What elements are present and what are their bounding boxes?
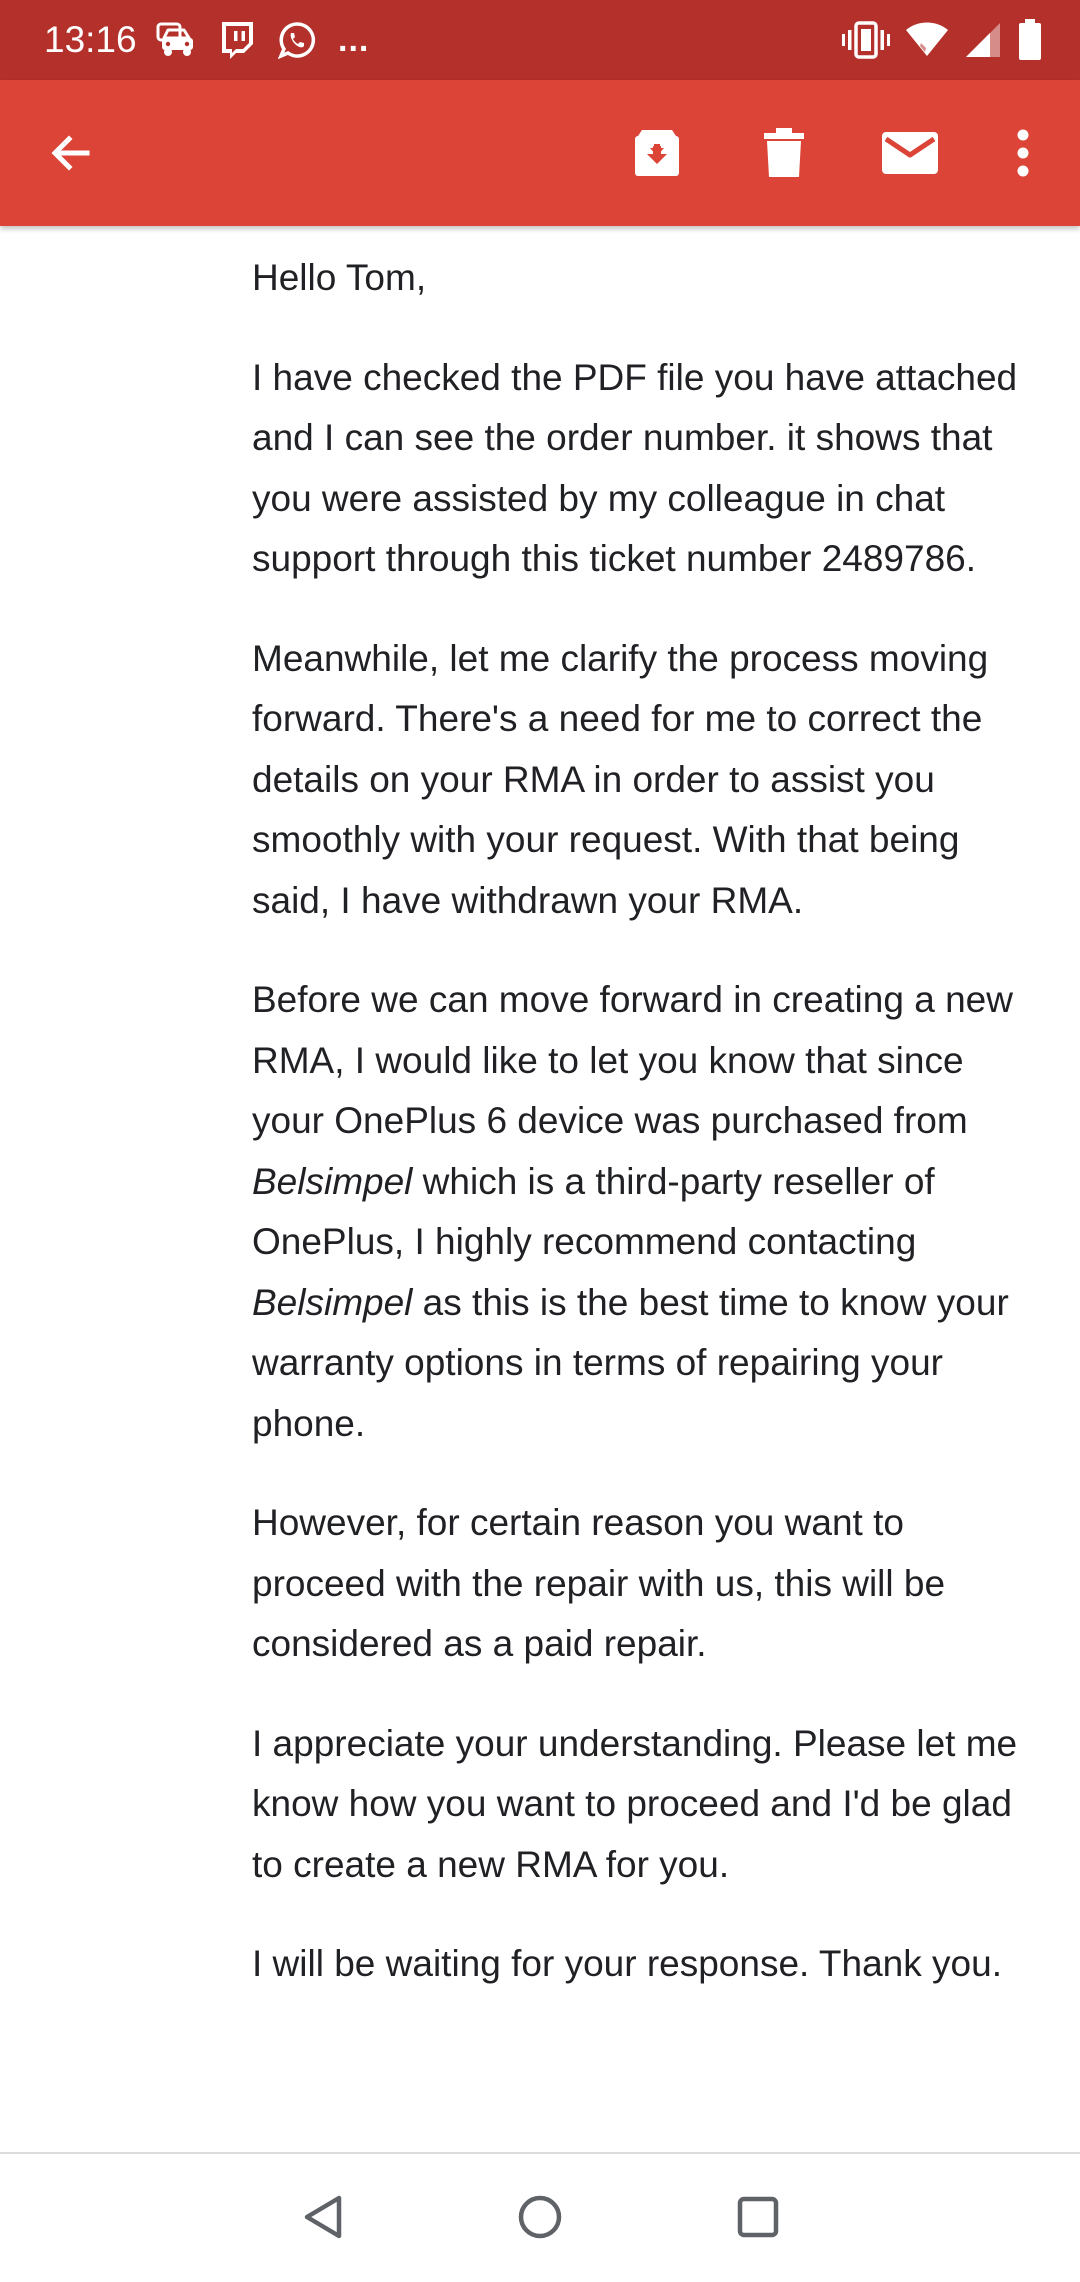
archive-icon[interactable] — [624, 120, 690, 186]
reseller-name: Belsimpel — [252, 1281, 413, 1323]
message-paragraph: I appreciate your understanding. Please let me know how you want to proceed and I'd be glad to create a new RMA for you. — [252, 1722, 1018, 1885]
back-arrow-icon[interactable] — [38, 120, 104, 186]
reseller-name: Belsimpel — [252, 1160, 413, 1202]
battery-icon — [1018, 19, 1042, 61]
paragraph-text: Before we can move forward in creating a new RMA, I would like to let you know that since your OnePlus 6 device was purchased from — [252, 979, 1013, 1141]
message-paragraph: I will be waiting for your response. Thank you. — [252, 1943, 1002, 1984]
nav-back-icon[interactable] — [290, 2184, 356, 2250]
notification-icons — [156, 20, 391, 60]
message-paragraph: Meanwhile, let me clarify the process moving forward. There's a need for me to correct the details on your RMA in order to assist you smoothly with your request. With that being said, I have withdrawn your RMA. — [252, 637, 989, 921]
overflow-menu-icon[interactable] — [990, 120, 1056, 186]
more-notifications: ... — [338, 21, 370, 59]
email-message-body — [252, 248, 1032, 2034]
message-paragraph: However, for certain reason you want to proceed with the repair with us, this will be considered as a paid repair. — [252, 1502, 946, 1664]
system-navigation-bar — [0, 2152, 1080, 2282]
wifi-icon — [906, 22, 948, 58]
twitch-icon — [218, 20, 256, 60]
mark-unread-icon[interactable] — [877, 120, 943, 186]
car-notification-icon — [156, 22, 196, 58]
nav-recents-icon[interactable] — [725, 2184, 791, 2250]
delete-icon[interactable] — [751, 120, 817, 186]
paragraph-text: as this is the best time to know your warranty options in terms of repairing your phone. — [252, 1281, 1009, 1444]
message-paragraph: I have checked the PDF file you have attached and I can see the order number. it shows that you were assisted by my colleague in chat support through this ticket number 2489786. — [252, 356, 1018, 579]
message-greeting: Hello Tom, — [252, 257, 427, 298]
nav-home-icon[interactable] — [507, 2184, 573, 2250]
paragraph-text: which is a third-party reseller of OnePlus, I highly recommend contacting — [252, 1160, 935, 1262]
toolbar — [0, 80, 1080, 226]
vibrate-icon — [842, 20, 890, 60]
status-bar — [0, 0, 1080, 80]
system-status-icons — [826, 18, 1042, 62]
cell-signal-icon — [964, 21, 1002, 59]
status-time: 13:16 — [44, 19, 137, 60]
whatsapp-icon — [278, 21, 316, 59]
message-paragraph — [252, 970, 1032, 1454]
